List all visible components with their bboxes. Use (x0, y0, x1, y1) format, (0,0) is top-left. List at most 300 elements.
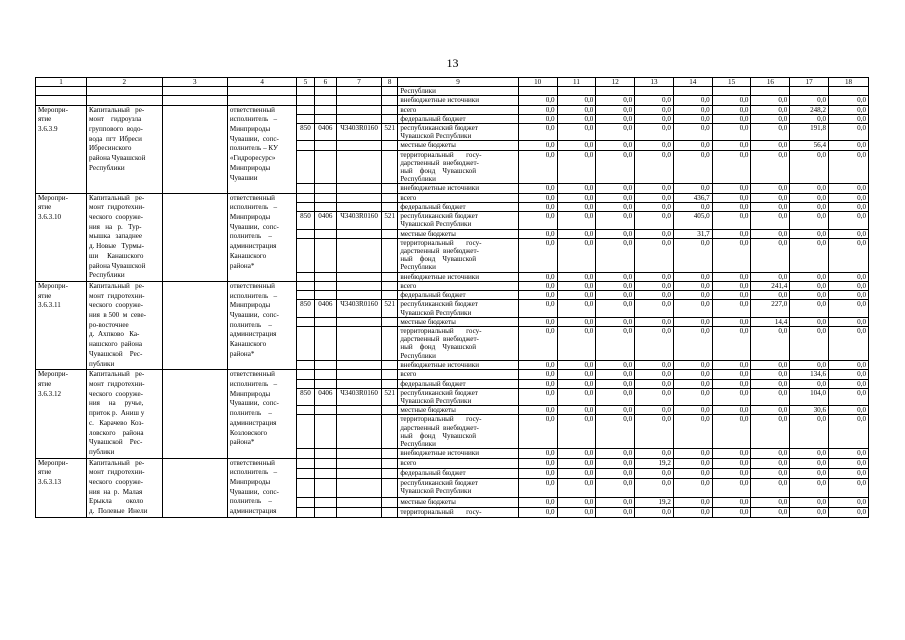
value-cell: 0,0 (596, 478, 635, 497)
budget-code-cell (382, 370, 398, 379)
value-cell: 0,0 (518, 202, 557, 211)
funding-source: внебюджетные источники (398, 96, 518, 105)
value-cell: 0,0 (751, 361, 790, 370)
funding-source: территориальный госу- дарственный внебюджет- ный фонд Чувашской Республики (398, 327, 518, 361)
value-cell (790, 87, 829, 96)
value-cell: 0,0 (751, 458, 790, 468)
funding-source: федеральный бюджет (398, 202, 518, 211)
value-cell: 0,0 (751, 388, 790, 405)
value-cell: 0,0 (712, 124, 751, 141)
value-cell: 0,0 (635, 300, 674, 317)
measure-executor: ответственный исполнитель – Минприроды Чувашии, сопс- полнитель – администрация Козловского района* (227, 370, 296, 458)
value-cell: 0,0 (712, 202, 751, 211)
value-cell: 0,0 (673, 96, 712, 105)
value-cell: 134,6 (790, 370, 829, 379)
budget-code-cell (337, 193, 382, 202)
value-cell: 0,0 (790, 193, 829, 202)
column-number: 13 (635, 78, 674, 87)
value-cell: 0,0 (829, 184, 869, 193)
value-cell: 0,0 (635, 361, 674, 370)
value-cell: 0,0 (712, 281, 751, 290)
column-number: 11 (557, 78, 596, 87)
budget-code-cell (382, 281, 398, 290)
value-cell: 0,0 (712, 507, 751, 517)
column-number: 14 (673, 78, 712, 87)
budget-code-cell (314, 507, 336, 517)
budget-code-cell (382, 317, 398, 326)
empty-cell (162, 193, 227, 281)
value-cell: 0,0 (712, 96, 751, 105)
budget-code-cell (337, 281, 382, 290)
budget-code-cell (314, 317, 336, 326)
value-cell: 0,0 (790, 229, 829, 238)
value-cell: 0,0 (557, 317, 596, 326)
measure-number: Меропри- ятие 3.6.3.11 (36, 281, 87, 369)
column-number: 8 (382, 78, 398, 87)
value-cell: 0,0 (635, 272, 674, 281)
column-number: 17 (790, 78, 829, 87)
value-cell: 0,0 (673, 449, 712, 458)
value-cell: 0,0 (635, 379, 674, 388)
value-cell: 0,0 (635, 105, 674, 114)
value-cell: 0,0 (557, 449, 596, 458)
value-cell: 0,0 (518, 300, 557, 317)
budget-code-cell (382, 478, 398, 497)
value-cell: 31,7 (673, 229, 712, 238)
budget-code-cell (382, 229, 398, 238)
value-cell: 0,0 (790, 478, 829, 497)
budget-code-cell (382, 406, 398, 415)
value-cell: 0,0 (751, 415, 790, 449)
funding-source: местные бюджеты (398, 229, 518, 238)
budget-code-cell (297, 105, 314, 114)
value-cell: 0,0 (596, 114, 635, 123)
value-cell: 0,0 (635, 507, 674, 517)
value-cell: 104,0 (790, 388, 829, 405)
budget-code-cell (314, 478, 336, 497)
funding-source: территориальный госу- дарственный внебюджет- ный фонд Чувашской Республики (398, 238, 518, 272)
value-cell: 0,0 (596, 184, 635, 193)
value-cell: 0,0 (596, 141, 635, 150)
value-cell: 0,0 (673, 468, 712, 478)
value-cell: 0,0 (557, 507, 596, 517)
budget-code-cell (382, 193, 398, 202)
value-cell: 0,0 (518, 193, 557, 202)
value-cell: 0,0 (829, 370, 869, 379)
value-cell: 0,0 (635, 238, 674, 272)
value-cell: 0,0 (829, 238, 869, 272)
value-cell: 0,0 (673, 291, 712, 300)
empty-cell (162, 458, 227, 517)
value-cell: 0,0 (751, 507, 790, 517)
measure-executor: ответственный исполнитель – Минприроды Чувашии, сопс- полнитель – администрация (227, 458, 296, 517)
budget-code-cell: 0406 (314, 212, 336, 229)
budget-code-cell (297, 114, 314, 123)
value-cell: 0,0 (712, 406, 751, 415)
value-cell: 0,0 (518, 388, 557, 405)
measure-number: Меропри- ятие 3.6.3.12 (36, 370, 87, 458)
value-cell: 0,0 (635, 449, 674, 458)
budget-code-cell (382, 291, 398, 300)
value-cell: 0,0 (635, 150, 674, 184)
budget-code-cell (314, 497, 336, 507)
value-cell: 0,0 (712, 317, 751, 326)
value-cell: 0,0 (557, 497, 596, 507)
value-cell: 0,0 (635, 114, 674, 123)
value-cell: 0,0 (518, 105, 557, 114)
budget-code-cell (382, 272, 398, 281)
budget-code-cell (337, 507, 382, 517)
empty-cell (382, 87, 398, 96)
value-cell: 0,0 (518, 229, 557, 238)
budget-code-cell (337, 184, 382, 193)
value-cell: 0,0 (596, 361, 635, 370)
value-cell: 0,0 (712, 415, 751, 449)
budget-code-cell (337, 361, 382, 370)
value-cell: 0,0 (829, 124, 869, 141)
value-cell: 0,0 (673, 406, 712, 415)
value-cell: 0,0 (751, 96, 790, 105)
value-cell: 0,0 (751, 184, 790, 193)
funding-source: всего (398, 370, 518, 379)
value-cell: 0,0 (557, 193, 596, 202)
value-cell: 227,0 (751, 300, 790, 317)
funding-source: внебюджетные источники (398, 361, 518, 370)
table-row (36, 105, 869, 114)
value-cell: 0,0 (596, 497, 635, 507)
funding-source: федеральный бюджет (398, 114, 518, 123)
value-cell: 0,0 (557, 361, 596, 370)
value-cell: 0,0 (518, 272, 557, 281)
value-cell: 0,0 (518, 141, 557, 150)
value-cell: 0,0 (790, 507, 829, 517)
value-cell: 0,0 (635, 229, 674, 238)
value-cell: 0,0 (673, 317, 712, 326)
value-cell: 0,0 (829, 105, 869, 114)
budget-code-cell (297, 193, 314, 202)
value-cell (673, 87, 712, 96)
budget-code-cell: 850 (297, 300, 314, 317)
budget-code-cell (297, 458, 314, 468)
measure-executor: ответственный исполнитель – Минприроды Чувашии, сопс- полнитель – администрация Канашского района* (227, 281, 296, 369)
value-cell: 0,0 (635, 388, 674, 405)
budget-code-cell (297, 370, 314, 379)
value-cell: 0,0 (751, 141, 790, 150)
budget-code-cell (297, 238, 314, 272)
empty-cell (297, 96, 314, 105)
value-cell: 0,0 (712, 497, 751, 507)
measure-number: Меропри- ятие 3.6.3.10 (36, 193, 87, 281)
budget-code-cell (314, 281, 336, 290)
value-cell: 0,0 (557, 272, 596, 281)
value-cell: 0,0 (596, 379, 635, 388)
measure-executor: ответственный исполнитель – Минприроды Чувашии, сопс- полнитель – администрация Канашского района* (227, 193, 296, 281)
empty-cell (297, 87, 314, 96)
value-cell: 56,4 (790, 141, 829, 150)
budget-code-cell (297, 478, 314, 497)
budget-code-cell (314, 105, 336, 114)
value-cell: 0,0 (596, 193, 635, 202)
value-cell: 0,0 (673, 281, 712, 290)
value-cell: 0,0 (829, 212, 869, 229)
budget-code-cell (314, 193, 336, 202)
value-cell: 0,0 (790, 291, 829, 300)
value-cell: 0,0 (596, 105, 635, 114)
value-cell: 0,0 (751, 124, 790, 141)
budget-code-cell (382, 141, 398, 150)
budget-code-cell (382, 507, 398, 517)
budget-code-cell (382, 150, 398, 184)
budget-code-cell (314, 229, 336, 238)
value-cell: 0,0 (712, 468, 751, 478)
funding-source: местные бюджеты (398, 406, 518, 415)
budget-code-cell (337, 415, 382, 449)
empty-cell (36, 87, 87, 96)
value-cell: 14,4 (751, 317, 790, 326)
value-cell: 0,0 (829, 141, 869, 150)
value-cell: 0,0 (790, 468, 829, 478)
table-row (36, 96, 869, 105)
column-number: 18 (829, 78, 869, 87)
value-cell: 0,0 (557, 370, 596, 379)
value-cell: 0,0 (829, 114, 869, 123)
budget-code-cell (314, 468, 336, 478)
value-cell: 0,0 (635, 141, 674, 150)
column-number: 1 (36, 78, 87, 87)
value-cell: 0,0 (557, 150, 596, 184)
value-cell: 30,6 (790, 406, 829, 415)
value-cell: 0,0 (790, 96, 829, 105)
value-cell: 0,0 (635, 370, 674, 379)
budget-code-cell (297, 184, 314, 193)
budget-code-cell (337, 449, 382, 458)
value-cell: 0,0 (596, 317, 635, 326)
funding-source: внебюджетные источники (398, 449, 518, 458)
funding-source: Республики (398, 87, 518, 96)
value-cell: 0,0 (635, 193, 674, 202)
budget-code-cell (337, 379, 382, 388)
column-number: 10 (518, 78, 557, 87)
value-cell: 0,0 (518, 238, 557, 272)
value-cell: 0,0 (751, 272, 790, 281)
empty-cell (314, 87, 336, 96)
budget-code-cell: 521 (382, 212, 398, 229)
value-cell: 0,0 (712, 150, 751, 184)
budget-table (35, 77, 869, 518)
value-cell: 0,0 (751, 497, 790, 507)
value-cell: 0,0 (596, 327, 635, 361)
value-cell: 0,0 (635, 96, 674, 105)
budget-code-cell: 521 (382, 388, 398, 405)
empty-cell (162, 105, 227, 193)
value-cell: 0,0 (712, 327, 751, 361)
budget-code-cell (297, 327, 314, 361)
budget-code-cell (337, 458, 382, 468)
value-cell: 0,0 (635, 317, 674, 326)
funding-source: местные бюджеты (398, 141, 518, 150)
value-cell: 0,0 (596, 415, 635, 449)
value-cell: 0,0 (596, 238, 635, 272)
value-cell: 0,0 (673, 272, 712, 281)
value-cell: 0,0 (790, 415, 829, 449)
value-cell: 0,0 (673, 458, 712, 468)
value-cell: 0,0 (635, 124, 674, 141)
measure-description: Капитальный ре- монт гидротехни- ческого сооруже- ния на ручье, приток р. Аниш у с. Карачево Коз- ловского района Чувашской Рес- публики (87, 370, 163, 458)
budget-code-cell (382, 468, 398, 478)
value-cell: 0,0 (751, 193, 790, 202)
value-cell: 0,0 (673, 327, 712, 361)
budget-code-cell: 521 (382, 300, 398, 317)
budget-code-cell (314, 141, 336, 150)
value-cell: 0,0 (673, 114, 712, 123)
value-cell: 0,0 (712, 105, 751, 114)
value-cell: 0,0 (712, 478, 751, 497)
measure-description: Капитальный ре- монт гидроузла группового водо- вода пгт Ибреси Ибресинского района Чувашской Республики (87, 105, 163, 193)
value-cell: 0,0 (596, 458, 635, 468)
value-cell: 0,0 (557, 478, 596, 497)
value-cell: 0,0 (518, 317, 557, 326)
value-cell: 0,0 (518, 478, 557, 497)
value-cell: 241,4 (751, 281, 790, 290)
value-cell: 0,0 (518, 114, 557, 123)
empty-cell (314, 96, 336, 105)
value-cell: 0,0 (518, 507, 557, 517)
empty-cell (382, 96, 398, 105)
budget-code-cell (297, 497, 314, 507)
value-cell: 0,0 (596, 150, 635, 184)
value-cell: 0,0 (635, 212, 674, 229)
value-cell: 0,0 (712, 141, 751, 150)
value-cell: 0,0 (673, 388, 712, 405)
value-cell: 0,0 (790, 317, 829, 326)
table-row (36, 193, 869, 202)
value-cell: 191,8 (790, 124, 829, 141)
value-cell: 0,0 (557, 212, 596, 229)
column-number: 3 (162, 78, 227, 87)
value-cell: 0,0 (790, 238, 829, 272)
budget-code-cell (337, 317, 382, 326)
value-cell: 0,0 (518, 379, 557, 388)
value-cell: 0,0 (829, 406, 869, 415)
budget-code-cell (297, 379, 314, 388)
budget-code-cell: 850 (297, 212, 314, 229)
table-row (36, 87, 869, 96)
value-cell: 0,0 (557, 327, 596, 361)
value-cell: 0,0 (829, 497, 869, 507)
budget-code-cell (314, 406, 336, 415)
value-cell: 0,0 (829, 193, 869, 202)
value-cell: 0,0 (829, 468, 869, 478)
budget-code-cell (297, 507, 314, 517)
value-cell: 0,0 (596, 229, 635, 238)
budget-code-cell (382, 238, 398, 272)
column-number: 5 (297, 78, 314, 87)
value-cell: 0,0 (596, 96, 635, 105)
value-cell: 0,0 (557, 291, 596, 300)
empty-cell (337, 87, 382, 96)
value-cell: 0,0 (557, 96, 596, 105)
value-cell: 0,0 (751, 238, 790, 272)
value-cell: 0,0 (673, 478, 712, 497)
value-cell: 0,0 (596, 124, 635, 141)
value-cell: 0,0 (751, 105, 790, 114)
value-cell: 0,0 (635, 406, 674, 415)
value-cell: 0,0 (518, 291, 557, 300)
value-cell: 0,0 (596, 370, 635, 379)
budget-code-cell (314, 184, 336, 193)
budget-code-cell (337, 114, 382, 123)
value-cell: 0,0 (751, 406, 790, 415)
budget-code-cell (314, 361, 336, 370)
value-cell: 0,0 (596, 507, 635, 517)
value-cell: 0,0 (829, 317, 869, 326)
value-cell: 0,0 (518, 184, 557, 193)
funding-source: всего (398, 105, 518, 114)
value-cell: 0,0 (829, 415, 869, 449)
budget-code-cell (382, 497, 398, 507)
value-cell: 0,0 (829, 478, 869, 497)
value-cell: 0,0 (673, 300, 712, 317)
budget-code-cell: Ч3403R0160 (337, 388, 382, 405)
value-cell: 0,0 (596, 291, 635, 300)
budget-code-cell (314, 327, 336, 361)
budget-code-cell (297, 415, 314, 449)
value-cell: 19,2 (635, 458, 674, 468)
funding-source: республиканский бюджет Чувашской Республики (398, 478, 518, 497)
value-cell: 0,0 (596, 449, 635, 458)
value-cell: 0,0 (635, 184, 674, 193)
value-cell: 0,0 (751, 150, 790, 184)
budget-code-cell (297, 468, 314, 478)
budget-code-cell (314, 370, 336, 379)
value-cell (712, 87, 751, 96)
value-cell: 0,0 (790, 184, 829, 193)
budget-code-cell (382, 114, 398, 123)
value-cell: 0,0 (829, 272, 869, 281)
value-cell (596, 87, 635, 96)
value-cell: 0,0 (673, 184, 712, 193)
value-cell: 0,0 (829, 150, 869, 184)
value-cell: 0,0 (790, 272, 829, 281)
empty-cell (87, 87, 163, 96)
value-cell: 0,0 (751, 202, 790, 211)
value-cell: 0,0 (829, 449, 869, 458)
funding-source: территориальный госу- дарственный внебюджет- ный фонд Чувашской Республики (398, 415, 518, 449)
budget-code-cell (314, 114, 336, 123)
value-cell: 0,0 (596, 300, 635, 317)
budget-code-cell: Ч3403R0160 (337, 124, 382, 141)
empty-cell (337, 96, 382, 105)
budget-code-cell (297, 281, 314, 290)
value-cell: 0,0 (829, 327, 869, 361)
value-cell: 0,0 (829, 379, 869, 388)
value-cell: 0,0 (712, 361, 751, 370)
budget-code-cell (382, 327, 398, 361)
budget-code-cell (297, 361, 314, 370)
value-cell: 0,0 (557, 468, 596, 478)
column-number: 15 (712, 78, 751, 87)
budget-code-cell (314, 458, 336, 468)
budget-code-cell (314, 238, 336, 272)
value-cell: 0,0 (518, 150, 557, 184)
value-cell: 0,0 (673, 124, 712, 141)
value-cell: 0,0 (712, 449, 751, 458)
table-row (36, 458, 869, 468)
value-cell: 0,0 (518, 449, 557, 458)
value-cell: 0,0 (557, 229, 596, 238)
value-cell: 0,0 (829, 202, 869, 211)
value-cell: 0,0 (557, 184, 596, 193)
